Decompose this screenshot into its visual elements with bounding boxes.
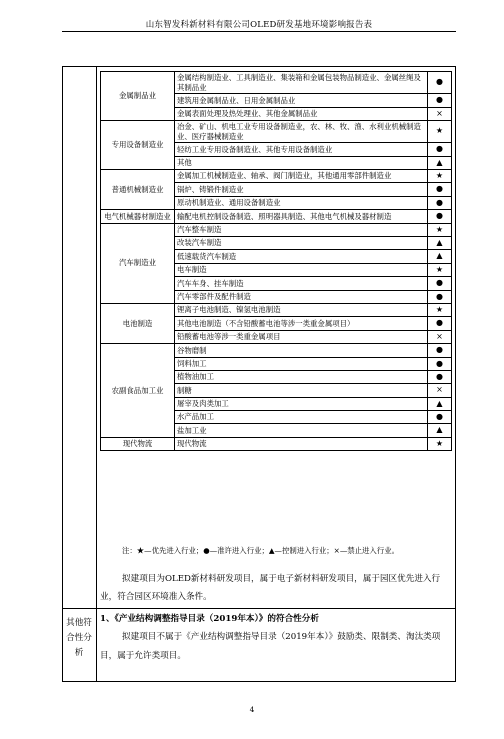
industry-item: 铅酸蓄电池等涉一类重金属项目	[175, 330, 428, 343]
table-row	[101, 121, 452, 143]
table-row	[101, 170, 452, 183]
header-rule	[62, 31, 456, 32]
industry-item: 冶金、矿山、机电工业专用设备制造业，农、林、牧、渔、水利业机械制造业、医疗器械制造业	[175, 121, 428, 143]
report-header: 山东智发科新材料有限公司OLED研发基地环境影响报告表	[145, 20, 373, 30]
industry-access-table	[100, 71, 452, 451]
access-mark: ●	[428, 344, 452, 357]
industry-item: 汽车整车制造	[175, 223, 428, 236]
access-mark: ×	[428, 384, 452, 397]
access-mark: ●	[428, 183, 452, 196]
access-mark: ▲	[428, 156, 452, 169]
table-row	[101, 437, 452, 450]
industry-item: 建筑用金属制品业、日用金属制品业	[175, 94, 428, 107]
industry-category: 专用设备制造业	[101, 121, 175, 170]
industry-item: 盐加工业	[175, 424, 428, 437]
industry-item: 金属结构制造业、工具制造业、集装箱和金属包装物品制造业、金属丝绳及其制品业	[175, 72, 428, 94]
access-mark: ●	[428, 357, 452, 370]
table-row	[101, 344, 452, 357]
table-row	[101, 223, 452, 236]
industry-item: 水产品加工	[175, 411, 428, 424]
table-row	[101, 72, 452, 94]
legend-note: 注：★—优先进入行业；●—准许进入行业；▲—控制进入行业；×—禁止进入行业。	[122, 546, 400, 555]
access-mark: ▲	[428, 250, 452, 263]
industry-item: 低速载货汽车制造	[175, 250, 428, 263]
industry-item: 谷物磨制	[175, 344, 428, 357]
access-mark: ●	[428, 94, 452, 107]
access-mark: ★	[428, 170, 452, 183]
industry-item: 现代物流	[175, 437, 428, 450]
section-divider	[62, 608, 456, 609]
industry-item: 轻纺工业专用设备制造业、其他专用设备制造业	[175, 143, 428, 156]
industry-item: 改装汽车制造	[175, 237, 428, 250]
industry-category: 普通机械制造业	[101, 170, 175, 210]
industry-item: 植物油加工	[175, 370, 428, 383]
access-mark: ★	[428, 223, 452, 236]
industry-category: 汽车制造业	[101, 223, 175, 303]
access-mark: ●	[428, 317, 452, 330]
section-title: 1、《产业结构调整指导目录（2019年本）》的符合性分析	[100, 614, 319, 624]
access-mark: ▲	[428, 397, 452, 410]
access-mark: ★	[428, 263, 452, 276]
industry-item: 其他	[175, 156, 428, 169]
industry-category: 农副食品加工业	[101, 344, 175, 438]
industry-item: 屠宰及肉类加工	[175, 397, 428, 410]
table-row	[101, 210, 452, 223]
access-mark: ★	[428, 303, 452, 316]
access-mark: ▲	[428, 237, 452, 250]
access-mark: ●	[428, 210, 452, 223]
access-mark: ×	[428, 330, 452, 343]
access-mark: ●	[428, 411, 452, 424]
access-mark: ●	[428, 143, 452, 156]
conclusion-paragraph: 拟建项目为OLED新材料研发项目，属于电子新材料研发项目，属于园区优先进入行业，符合园区环境准入条件。	[100, 574, 441, 602]
access-mark: ★	[428, 121, 452, 143]
industry-item: 电车制造	[175, 263, 428, 276]
access-mark: ●	[428, 277, 452, 290]
side-label-other-analysis: 其他符合性分析	[66, 618, 92, 658]
access-mark: ●	[428, 72, 452, 94]
industry-item: 锅炉、铸锻件制造业	[175, 183, 428, 196]
industry-item: 金属加工机械制造业、轴承、阀门制造业，其他通用零部件制造业	[175, 170, 428, 183]
industry-item: 输配电机控制设备制造、照明器具制造、其他电气机械及器材制造	[175, 210, 428, 223]
industry-item: 汽车车身、挂车制造	[175, 277, 428, 290]
access-mark: ●	[428, 370, 452, 383]
industry-item: 其他电池制造（不含铅酸蓄电池等涉一类重金属项目）	[175, 317, 428, 330]
access-mark: ●	[428, 196, 452, 209]
page-number: 4	[249, 705, 255, 714]
industry-item: 汽车零部件及配件制造	[175, 290, 428, 303]
industry-category: 电气机械器材制造业	[101, 210, 175, 223]
industry-item: 原动机制造业、通用设备制造业	[175, 196, 428, 209]
section-body: 拟建项目不属于《产业结构调整指导目录（2019年本）》鼓励类、限制类、淘汰类项目，属于允许类项目。	[100, 632, 441, 661]
access-mark: ★	[428, 437, 452, 450]
table-row	[101, 303, 452, 316]
access-mark: ●	[428, 290, 452, 303]
industry-item: 锂离子电池制造、镍氢电池制造	[175, 303, 428, 316]
industry-item: 饲料加工	[175, 357, 428, 370]
access-mark: ×	[428, 107, 452, 120]
label-column-divider	[96, 66, 97, 682]
industry-table-body	[101, 72, 452, 451]
industry-category: 金属制品业	[101, 72, 175, 121]
industry-item: 制糖	[175, 384, 428, 397]
industry-category: 现代物流	[101, 437, 175, 450]
industry-category: 电池制造	[101, 303, 175, 343]
industry-item: 金属表面处理及热处理业、其他金属制品业	[175, 107, 428, 120]
access-mark: ▲	[428, 424, 452, 437]
